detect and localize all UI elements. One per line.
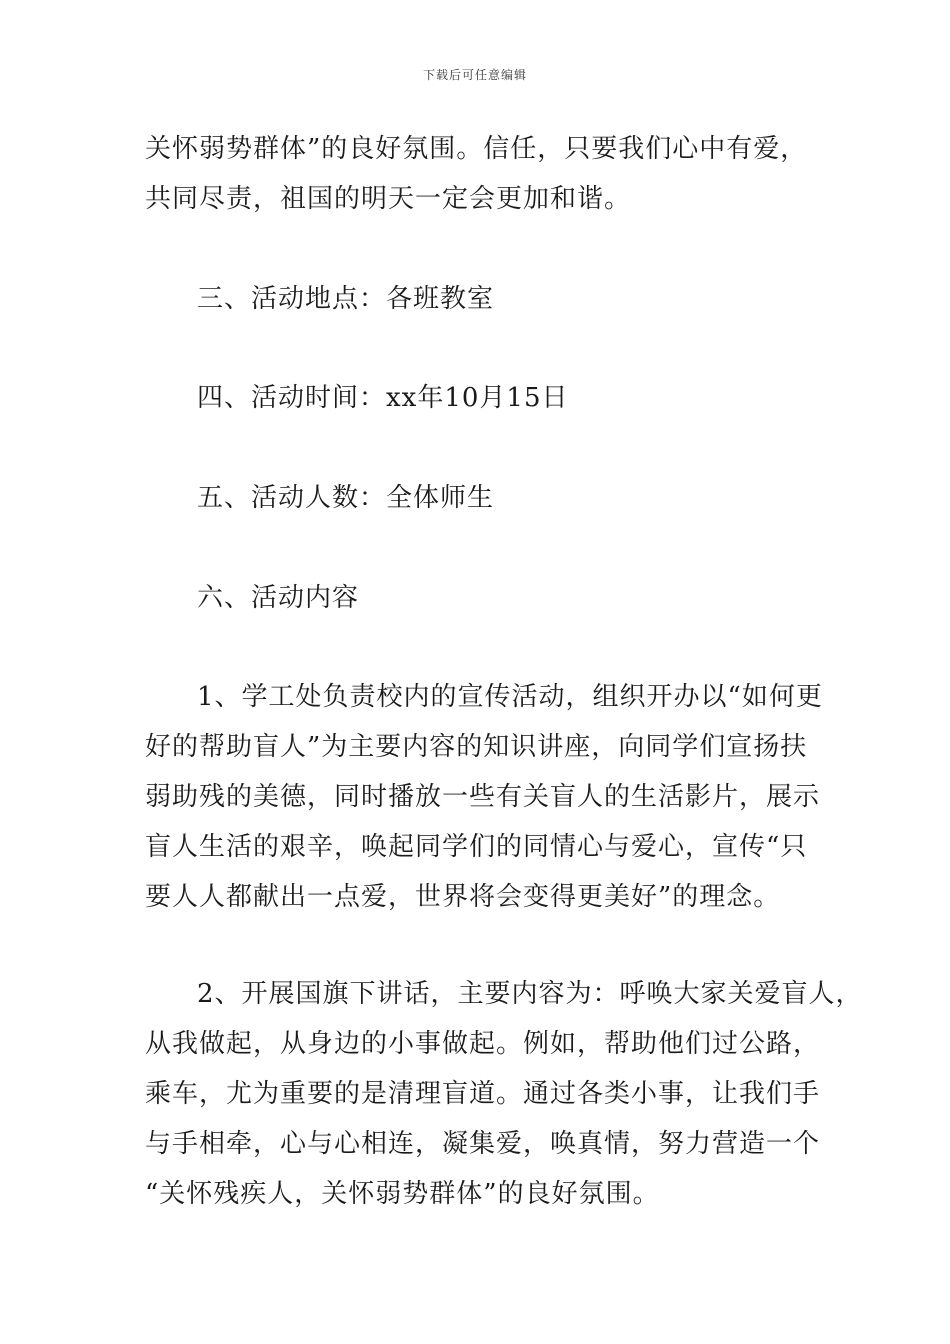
text-line: “关怀残疾人，关怀弱势群体”的良好氛围。	[145, 1179, 660, 1209]
content-item-2	[145, 969, 863, 1219]
section-venue	[145, 274, 835, 324]
page-header-note: 下载后可任意编辑	[422, 68, 527, 82]
text-line: 关怀弱势群体”的良好氛围。信任，只要我们心中有爱，	[145, 134, 808, 164]
text-line: 要人人都献出一点爱，世界将会变得更美好”的理念。	[145, 882, 781, 912]
text-line: 好的帮助盲人”为主要内容的知识讲座，向同学们宣扬扶	[145, 732, 808, 762]
text-line: 盲人生活的艰辛，唤起同学们的同情心与爱心，宣传“只	[145, 832, 808, 862]
text-line: 乘车，尤为重要的是清理盲道。通过各类小事，让我们手	[145, 1079, 821, 1109]
section-content	[145, 573, 835, 623]
section-heading: 六、活动内容	[197, 583, 360, 613]
text-line: 弱助残的美德，同时播放一些有关盲人的生活影片，展示	[145, 782, 821, 812]
section-heading: 五、活动人数：全体师生	[197, 483, 495, 513]
section-time	[145, 373, 835, 423]
text-line: 共同尽责，祖国的明天一定会更加和谐。	[145, 184, 632, 214]
text-line: 1、学工处负责校内的宣传活动，组织开办以“如何更	[197, 682, 823, 712]
text-line: 2、开展国旗下讲话，主要内容为：呼唤大家关爱盲人，	[197, 979, 863, 1009]
paragraph-continuation	[145, 124, 835, 224]
text-line: 与手相牵，心与心相连，凝集爱，唤真情，努力营造一个	[145, 1129, 821, 1159]
section-heading: 三、活动地点：各班教室	[197, 284, 495, 314]
text-line: 从我做起，从身边的小事做起。例如，帮助他们过公路，	[145, 1029, 821, 1059]
section-heading: 四、活动时间：xx年10月15日	[197, 383, 569, 413]
content-item-1	[145, 672, 835, 922]
section-participants	[145, 473, 835, 523]
